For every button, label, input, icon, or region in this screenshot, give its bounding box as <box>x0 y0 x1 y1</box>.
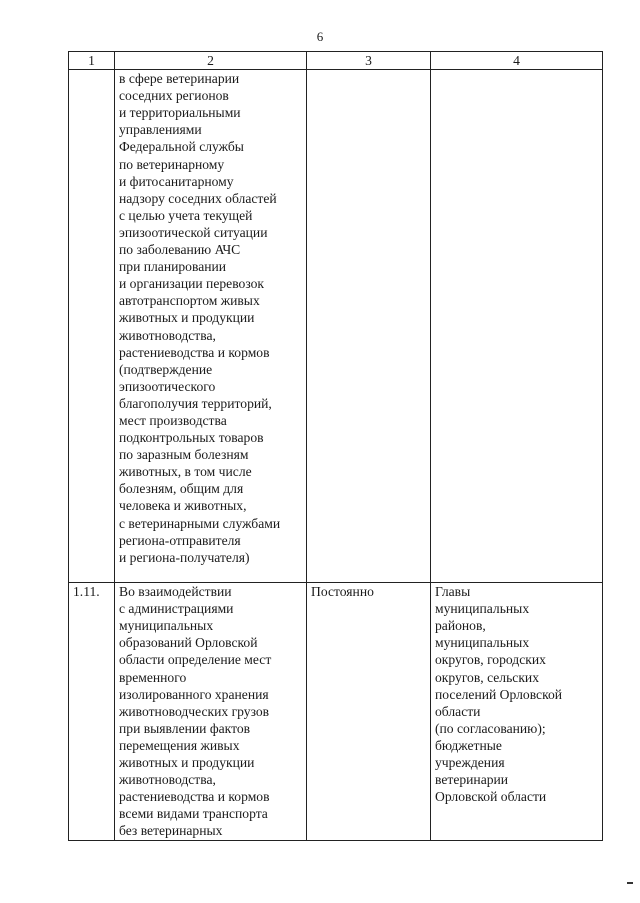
row-number <box>69 70 115 583</box>
table-row <box>69 70 603 583</box>
header-col-2: 2 <box>115 52 307 70</box>
measure-text: в сфере ветеринарии соседних регионов и территориальными управлениями Федеральной службы по ветеринарному и фитосанитарному надзору соседних областей с целью учета текущей эпизоотической ситуации по заболеванию АЧС при планировании и организации перевозок автотранспортом живых животных и продукции животноводства, растениеводства и кормов (подтверждение эпизоотического благополучия территорий, мест производства подконтрольных товаров по заразным болезням животных, в том числе болезням, общим для человека и животных, с ветеринарными службами региона-отправителя и региона-получателя) <box>115 70 307 583</box>
page-number: 6 <box>316 29 324 44</box>
responsible-text <box>431 70 603 583</box>
measures-table <box>68 51 603 841</box>
term-text <box>307 70 431 583</box>
responsible-text: Главы муниципальных районов, муниципальных округов, городских округов, сельских поселений Орловской области (по согласованию); бюджетные учреждения ветеринарии Орловской области <box>431 583 603 840</box>
row-number: 1.11. <box>69 583 115 840</box>
table-row <box>69 583 603 840</box>
header-col-1: 1 <box>69 52 115 70</box>
measure-text: Во взаимодействии с администрациями муниципальных образований Орловской области определение мест временного изолированного хранения животноводческих грузов при выявлении фактов перемещения живых животных и продукции животноводства, растениеводства и кормов всеми видами транспорта без ветеринарных <box>115 583 307 840</box>
table-header-row <box>69 52 603 70</box>
header-col-3: 3 <box>307 52 431 70</box>
scan-edge-mark <box>627 882 633 884</box>
header-col-4: 4 <box>431 52 603 70</box>
term-text: Постоянно <box>307 583 431 840</box>
